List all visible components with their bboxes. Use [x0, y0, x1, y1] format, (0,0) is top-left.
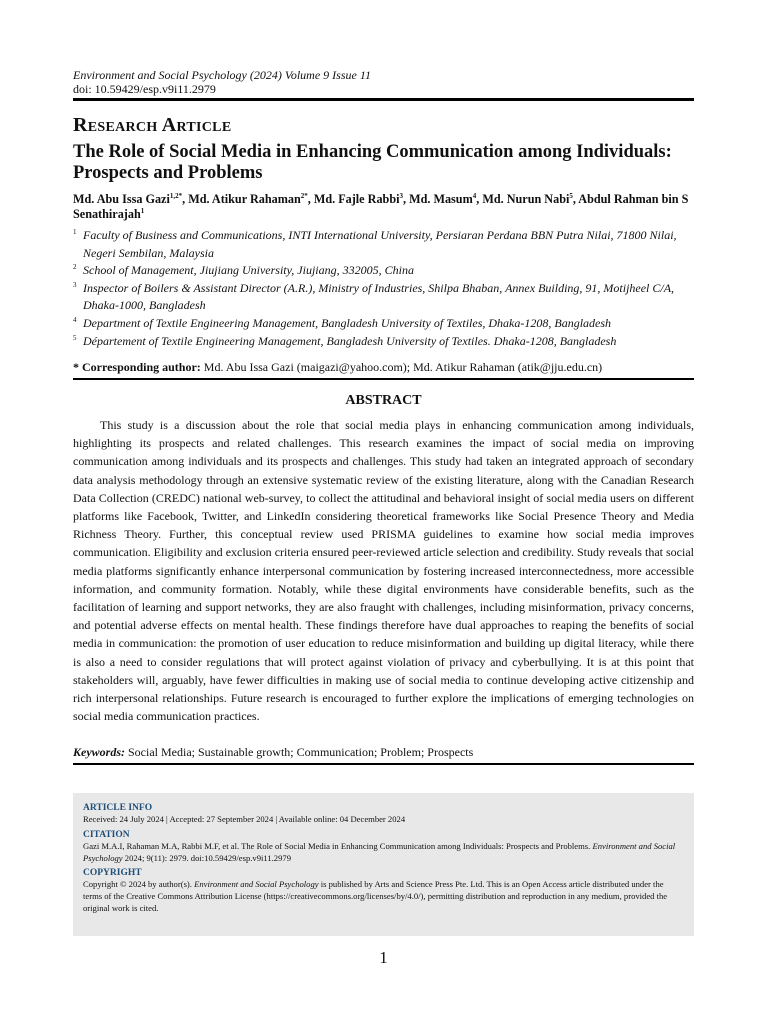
- abstract-text: This study is a discussion about the role that social media plays in enhancing communication among individuals, highlighting its prospects and related challenges. This research examines the impact of social media on improving communication among individuals and its prospects and challenges. This study had taken an integrated approach of secondary data analysis methodology through an extensive systematic review of the existing literature, along with the Canadian Research Data Collection (CREDC) national web-survey, to collect the attitudinal and behavioral insight of social media users on different platforms like Facebook, Twitter, and LinkedIn considering theoretical frameworks like Social Presence Theory and Media Richness Theory. Further, this conceptual review used PRISMA guidelines to examine how social media improves communication. Eligibility and exclusion criteria ensured peer-reviewed article selection and credibility. Study reveals that social media platforms significantly enhance interpersonal communication by fostering increased interconnectedness, more accessible information, and community formation. Notably, while these digital environments have considerable benefits, such as the facilitation of learning and support networks, they are also fraught with challenges, including misinformation, privacy concerns, and potential adverse effects on mental health. These findings therefore have dual approaches to reaping the benefits of social media in communication: the promotion of user education to reduce misinformation and building up digital literacy, while there is also a need to consider regulations that will protect against violation of privacy and cyberbullying. It is at this point that stakeholders will, arguably, have fewer difficulties in making use of social media to continue developing active citizenship and rich interpersonal relationships. Future research is encouraged to further explore the implications of emerging technologies on social media communication practices.: [73, 418, 694, 724]
- affiliation: 2 School of Management, Jiujiang University, Jiujiang, 332005, China: [73, 263, 414, 278]
- author: Md. Nurun Nabi$^5$,: [482, 191, 579, 206]
- author: Md. Masum$^4$,: [409, 191, 483, 206]
- article-info-box: [73, 793, 694, 936]
- citation-heading: CITATION: [83, 829, 130, 840]
- citation-text: Gazi M.A.I, Rahaman M.A, Rabbi M.F, et al. The Role of Social Media in Enhancing Communication among Individuals: Prospects and Problems. Environment and Social Psychology 2024; 9(11): 2979. doi:10.59429/esp.v9i11.2979: [83, 840, 676, 863]
- affiliation-list: [73, 227, 694, 350]
- corresponding-author: * Corresponding author: Md. Abu Issa Gazi (maigazi@yahoo.com); Md. Atikur Rahaman (atik@jju.edu.cn): [73, 360, 603, 374]
- author: Md. Fajle Rabbi$^3$,: [313, 191, 410, 206]
- author-list: [73, 192, 694, 222]
- author: Md. Abu Issa Gazi$^{1,2*}$,: [73, 191, 189, 206]
- doi: doi: 10.59429/esp.v9i11.2979: [73, 82, 216, 96]
- abstract-top-rule: [73, 378, 694, 380]
- keywords: Keywords: Social Media; Sustainable growth; Communication; Problem; Prospects: [73, 745, 474, 759]
- copyright-heading: COPYRIGHT: [83, 868, 142, 879]
- affiliation: 1 Faculty of Business and Communications, INTI International University, Persiaran Perdana BBN Putra Nilai, 71800 Nilai, Negeri Sembilan, Malaysia: [73, 228, 677, 260]
- abstract-bottom-rule: [73, 763, 694, 765]
- affiliation: 4 Department of Textile Engineering Management, Bangladesh University of Textiles, Dhaka-1208, Bangladesh: [73, 315, 612, 330]
- author: Abdul Rahman bin S Senathirajah$^1$: [73, 192, 689, 221]
- abstract-heading: ABSTRACT: [345, 393, 422, 408]
- author: Md. Atikur Rahaman$^{2*}$,: [188, 191, 314, 206]
- article-info-heading: ARTICLE INFO: [83, 803, 153, 813]
- copyright-text: Copyright © 2024 by author(s). Environment and Social Psychology is published by Arts and Science Press Pte. Ltd. This is an Open Access article distributed under the terms of the Creative Commons Attribution License (https://creativecommons.org/licenses/by/4.0/), permitting distribution and reproduction in any medium, provided the original work is cited.: [83, 879, 668, 913]
- journal-name: Environment and Social Psychology (2024) Volume 9 Issue 11: [73, 68, 371, 82]
- page-number: 1: [379, 948, 388, 967]
- header-rule: [73, 98, 694, 101]
- paper-title: The Role of Social Media in Enhancing Communication among Individuals: Prospects and Problems: [73, 142, 672, 183]
- affiliation: 3 Inspector of Boilers & Assistant Director (A.R.), Ministry of Industries, Shilpa Bhaban, Annex Building, 91, Motijheel C/A, Dhaka-1000, Bangladesh: [73, 280, 675, 313]
- article-type: Research Article: [73, 114, 232, 136]
- article-dates: Received: 24 July 2024 | Accepted: 27 September 2024 | Available online: 04 December 2024: [83, 814, 406, 824]
- affiliation: 5 Département of Textile Engineering Management, Bangladesh University of Textiles. Dhaka-1208, Bangladesh: [73, 333, 617, 348]
